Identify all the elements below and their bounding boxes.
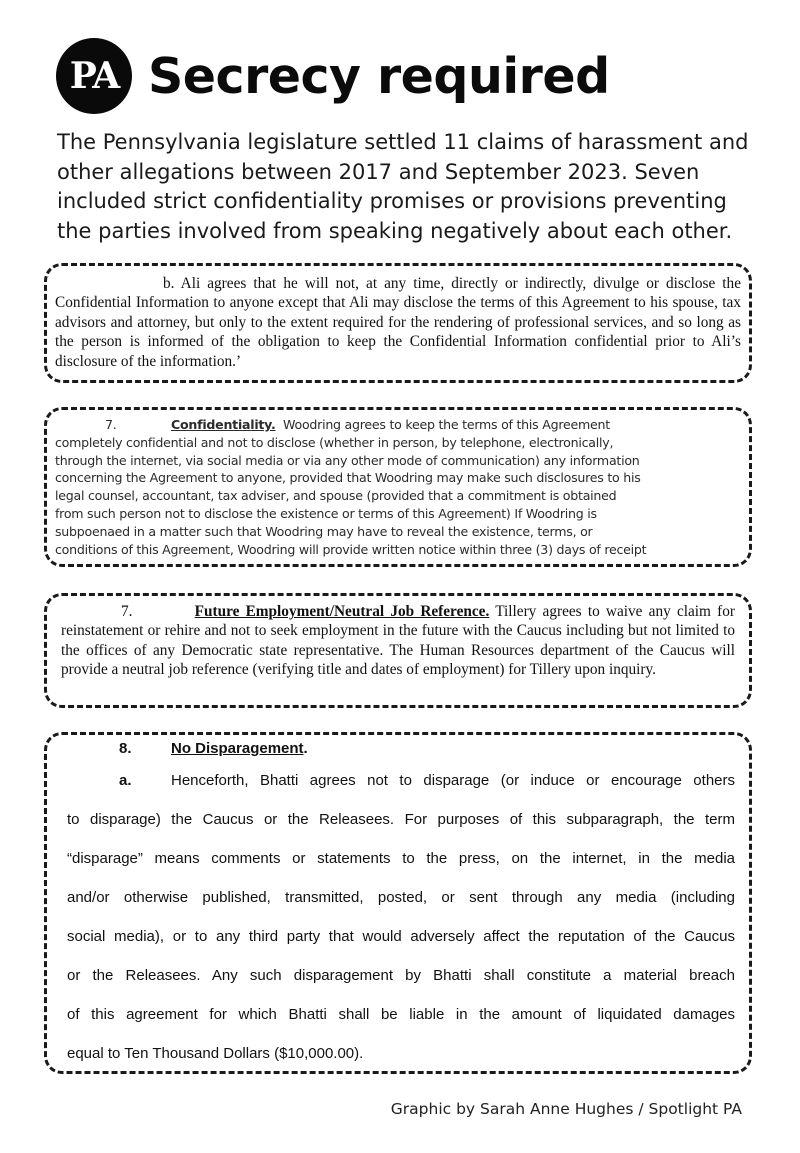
excerpt-woodring-line: concerning the Agreement to anyone, provided that Woodring may make such disclosures to his [55,470,641,486]
excerpt-bhatti-line: of this agreement for which Bhatti shall be liable in the amount of liquidated damages [67,1006,735,1023]
excerpt-bhatti-clipping [44,732,752,1074]
graphic-credit: Graphic by Sarah Anne Hughes / Spotlight PA [390,1100,742,1118]
excerpt-woodring-line: subpoenaed in a matter such that Woodring may have to reveal the existence, terms, or [55,523,593,539]
excerpt-bhatti-line: to disparage) the Caucus or the Releasees. For purposes of this subparagraph, the term [67,811,735,828]
header [56,38,610,114]
excerpt-bhatti-line: “disparage” means comments or statements to the press, on the internet, in the media [67,850,735,867]
excerpt-woodring-line: completely confidential and not to disclose (whether in person, by telephone, electronically, [55,434,614,450]
intro-paragraph: The Pennsylvania legislature settled 11 claims of harassment and other allegations between 2017 and September 2023. Seven included strict confidentiality promises or provisions preventing the parties involved from speaking negatively about each other. [57,130,749,243]
excerpt-ali-clipping [44,263,752,383]
excerpt-bhatti-heading-row [67,737,735,761]
excerpt-bhatti-heading-period: . [303,740,308,757]
excerpt-bhatti-line: or the Releasees. Any such disparagement by Bhatti shall constitute a material breach [67,967,735,984]
excerpt-tillery-number: 7. [121,603,133,620]
excerpt-woodring-line: conditions of this Agreement, Woodring will provide written notice within three (3) days of receipt [55,541,647,557]
excerpt-bhatti-line-text: Henceforth, Bhatti agrees not to disparage (or induce or encourage others [171,772,735,789]
excerpt-woodring-line: legal counsel, accountant, tax adviser, and spouse (provided that a commitment is obtained [55,488,617,504]
excerpt-woodring-clipping [44,407,752,567]
excerpt-bhatti-heading: No Disparagement [171,740,304,757]
excerpt-bhatti-number: 8. [119,740,132,757]
excerpt-bhatti-line: social media), or to any third party that would adversely affect the reputation of the Caucus [67,928,735,945]
excerpt-woodring-heading: Confidentiality. [171,417,276,432]
excerpt-woodring-line [55,416,741,434]
excerpt-bhatti-line: and/or otherwise published, transmitted, posted, or sent through any media (including [67,889,735,906]
excerpt-bhatti-line [67,761,735,800]
excerpt-ali-text: b. Ali agrees that he will not, at any time, directly or indirectly, divulge or disclose the Confidential Information to anyone except that Ali may disclose the terms of this Agreement to his spouse, tax advisors and attorney, but only to the extent required for the rendering of professional services, and so long as the person is informed of the obligation to keep the Confidential Information confidential prior to Ali’s disclosure of the information.’ [55,275,741,370]
excerpt-woodring-line: through the internet, via social media or via any other mode of communication) any information [55,452,640,468]
excerpt-bhatti-line: equal to Ten Thousand Dollars ($10,000.00). [67,1045,364,1062]
excerpt-bhatti-sub-label: a. [119,772,132,789]
excerpt-tillery-paragraph [61,602,735,680]
excerpt-woodring-number: 7. [105,417,117,432]
spotlight-pa-logo: PA [56,38,132,114]
excerpt-tillery-clipping [44,593,752,708]
excerpt-woodring-line-text: Woodring agrees to keep the terms of this Agreement [283,417,610,432]
excerpt-tillery-body: Tillery agrees to waive any claim for reinstatement or rehire and not to seek employment in the future with the Caucus including but not limited to the offices of any Democratic state representative. The Human Resources department of the Caucus will provide a neutral job reference (verifying title and dates of employment) for Tillery upon inquiry. [61,603,735,679]
excerpt-woodring-line: from such person not to disclose the existence or terms of this Agreement) If Woodring is [55,505,597,521]
excerpt-tillery-heading: Future Employment/Neutral Job Reference. [194,603,490,620]
page-title: Secrecy required [148,47,610,105]
